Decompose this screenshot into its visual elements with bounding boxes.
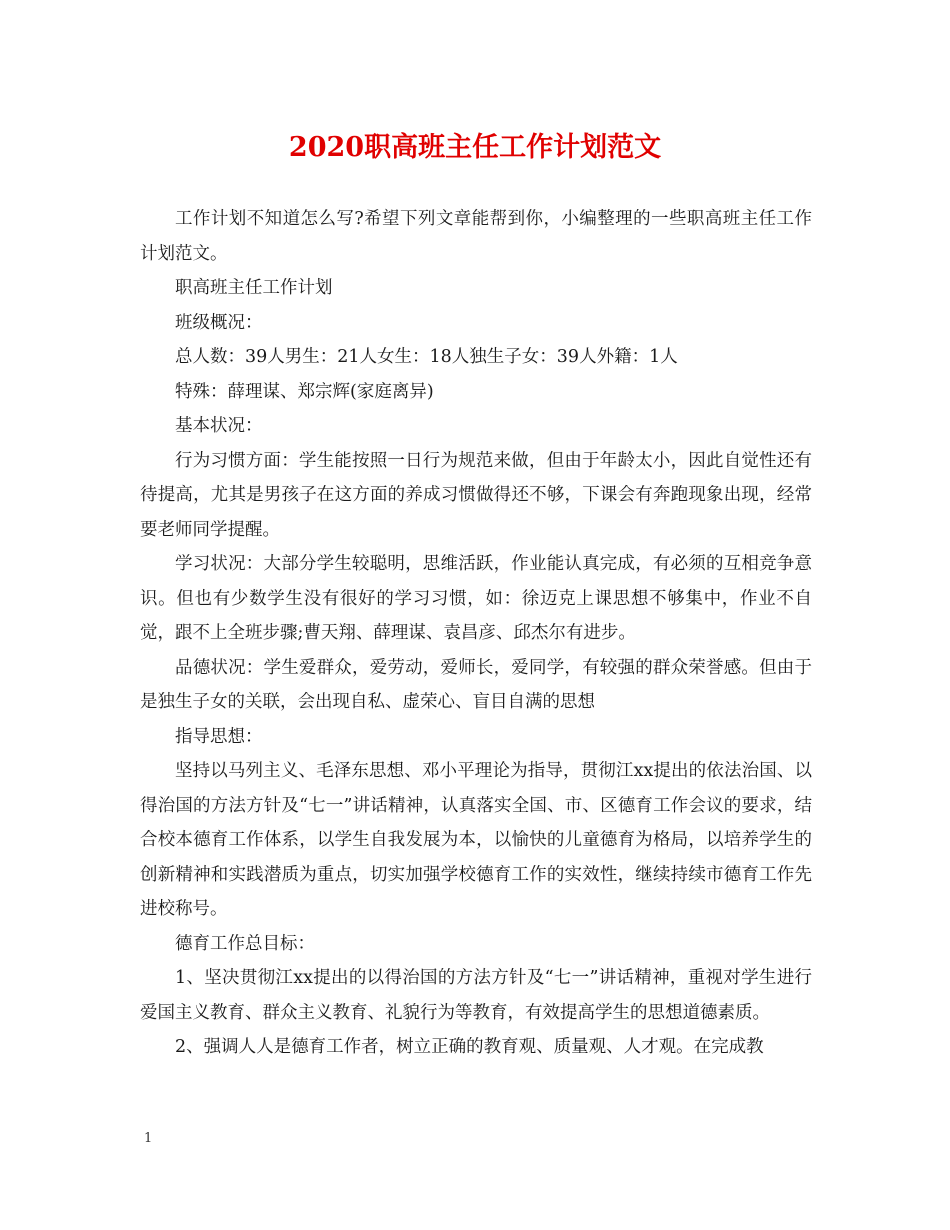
paragraph-headcount: 总人数：39人男生：21人女生：18人独生子女：39人外籍：1人 [175,347,678,367]
paragraph-study: 学习状况：大部分学生较聪明，思维活跃，作业能认真完成，有必须的互相竞争意识。但也有少数学生没有很好的学习习惯，如：徐迈克上课思想不够集中，作业不自觉，跟不上全班步骤;曹天翔、薛理谋、袁昌彦、邱杰尔有进步。 [140,554,812,643]
paragraph-goal-2: 2、强调人人是德育工作者，树立正确的教育观、质量观、人才观。在完成教 [175,1037,764,1057]
paragraph-intro: 工作计划不知道怎么写?希望下列文章能帮到你，小编整理的一些职高班主任工作计划范文。 [140,209,812,264]
paragraph-behavior: 行为习惯方面：学生能按照一日行为规范来做，但由于年龄太小，因此自觉性还有待提高，尤其是男孩子在这方面的养成习惯做得还不够，下课会有奔跑现象出现，经常要老师同学提醒。 [140,450,812,540]
paragraph-special: 特殊：薛理谋、郑宗辉(家庭离异) [175,381,434,402]
document-body [140,202,812,1065]
paragraph-basic-status: 基本状况： [175,416,263,436]
paragraph-guiding-heading: 指导思想： [175,726,263,747]
paragraph-class-overview: 班级概况： [175,312,263,333]
paragraph-morality: 品德状况：学生爱群众，爱劳动，爱师长，爱同学，有较强的群众荣誉感。但由于是独生子女的关联，会出现自私、虚荣心、盲目自满的思想 [140,657,812,712]
document-title: 2020职高班主任工作计划范文 [288,132,662,163]
paragraph-goal-1: 1、坚决贯彻江xx提出的以得治国的方法方针及“七一”讲话精神，重视对学生进行爱国主义教育、群众主义教育、礼貌行为等教育，有效提高学生的思想道德素质。 [140,968,812,1023]
page-number: 1 [144,1131,153,1146]
paragraph-plan-heading: 职高班主任工作计划 [175,278,333,298]
paragraph-guiding-thought: 坚持以马列主义、毛泽东思想、邓小平理论为指导，贯彻江xx提出的依法治国、以得治国的方法方针及“七一”讲话精神，认真落实全国、市、区德育工作会议的要求，结合校本德育工作体系，以学生自我发展为本，以愉快的儿童德育为格局，以培养学生的创新精神和实践潜质为重点，切实加强学校德育工作的实效性，继续持续市德育工作先进校称号。 [140,761,812,919]
paragraph-goals-heading: 德育工作总目标： [175,933,315,954]
